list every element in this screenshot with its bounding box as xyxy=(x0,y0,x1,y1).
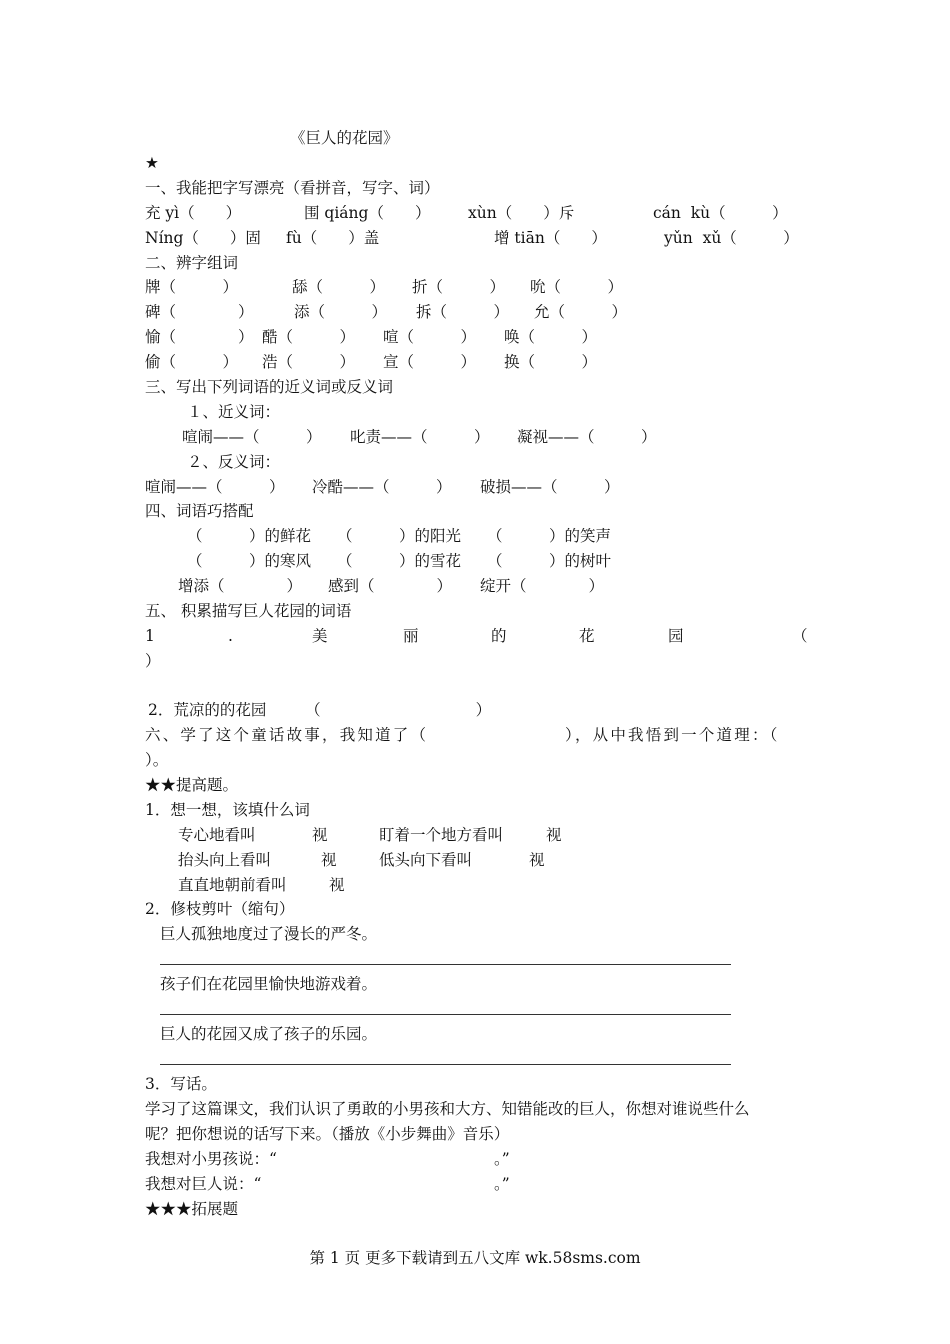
write-to-giant-label: 我想对巨人说：“ xyxy=(145,1175,262,1193)
antonym-item: 冷酷——（ ） xyxy=(312,478,452,496)
justified-token: 园 xyxy=(668,627,684,645)
word-pair-item: 碑（ ） xyxy=(145,303,254,321)
section-6-line-1a: 六、学了这个童话故事，我知道了（ xyxy=(145,726,429,744)
view-item-suffix: 视 xyxy=(312,826,328,844)
section-5-line-1-end: ） xyxy=(145,652,161,670)
word-pair-item: 牌（ ） xyxy=(145,278,239,296)
match-item: 增添（ ） xyxy=(178,577,303,595)
section-6-line-2: ）。 xyxy=(145,751,169,769)
justified-token: （ xyxy=(792,627,808,645)
answer-line[interactable] xyxy=(160,964,731,965)
write-to-boy-label: 我想对小男孩说：“ xyxy=(145,1150,277,1168)
word-pair-item: 宣（ ） xyxy=(383,353,477,371)
view-item-label: 直直地朝前看叫 xyxy=(178,876,287,894)
view-item-label: 盯着一个地方看叫 xyxy=(379,826,504,844)
answer-line[interactable] xyxy=(160,1064,731,1065)
synonym-item: 叱责——（ ） xyxy=(350,428,490,446)
antonym-subheading: ２、反义词： xyxy=(187,453,281,471)
question-3-prompt-line-1: 学习了这篇课文，我们认识了勇敢的小男孩和大方、知错能改的巨人，你想对谁说些什么 xyxy=(145,1100,750,1118)
justified-token: 美 xyxy=(312,627,328,645)
section-5-line-2: 2．荒凉的的花园 （ ） xyxy=(148,701,492,719)
word-pair-item: 浩（ ） xyxy=(262,353,356,371)
answer-line[interactable] xyxy=(160,1014,731,1015)
match-item: （ ）的阳光 xyxy=(337,527,462,545)
improve-heading: ★★提高题。 xyxy=(145,776,239,794)
question-3: 3．写话。 xyxy=(145,1075,217,1093)
word-pair-item: 唤（ ） xyxy=(504,328,598,346)
section-3-heading: 三、写出下列词语的近义词或反义词 xyxy=(145,378,394,396)
shorten-sentence: 巨人孤独地度过了漫长的严冬。 xyxy=(160,925,378,943)
pinyin-item: fù（ ）盖 xyxy=(286,229,380,247)
view-item-suffix: 视 xyxy=(329,876,345,894)
word-pair-item: 吮（ ） xyxy=(530,278,624,296)
justified-token: 丽 xyxy=(403,627,419,645)
word-pair-item: 拆（ ） xyxy=(416,303,510,321)
section-1-heading: 一、我能把字写漂亮（看拼音，写字、词） xyxy=(145,179,440,197)
question-3-prompt-line-2: 呢？把你想说的话写下来。（播放《小步舞曲》音乐） xyxy=(145,1125,510,1143)
word-pair-item: 添（ ） xyxy=(294,303,388,321)
justified-token: 1 xyxy=(145,627,155,645)
word-pair-item: 愉（ ） xyxy=(145,328,254,346)
justified-token: . xyxy=(228,627,233,645)
view-item-suffix: 视 xyxy=(546,826,562,844)
synonym-item: 喧闹——（ ） xyxy=(182,428,322,446)
justified-token: 花 xyxy=(579,627,595,645)
word-pair-item: 折（ ） xyxy=(412,278,506,296)
question-2: 2．修枝剪叶（缩句） xyxy=(145,900,295,918)
pinyin-item: yǔn xǔ（ ） xyxy=(664,229,799,247)
pinyin-item: 增 tiān（ ） xyxy=(494,229,607,247)
word-pair-item: 舔（ ） xyxy=(292,278,386,296)
write-to-giant-end: 。” xyxy=(494,1175,510,1193)
match-item: 绽开（ ） xyxy=(480,577,605,595)
extend-heading: ★★★拓展题 xyxy=(145,1200,239,1218)
shorten-sentence: 孩子们在花园里愉快地游戏着。 xyxy=(160,975,378,993)
page-footer: 第 1 页 更多下载请到五八文库 wk.58sms.com xyxy=(309,1249,641,1267)
word-pair-item: 酷（ ） xyxy=(262,328,356,346)
write-to-boy-end: 。” xyxy=(494,1150,510,1168)
view-item-label: 低头向下看叫 xyxy=(379,851,473,869)
section-2-heading: 二、辨字组词 xyxy=(145,254,239,272)
match-item: （ ）的笑声 xyxy=(487,527,612,545)
section-6-line-1b: ），从中我悟到一个道理：（ xyxy=(565,726,780,744)
question-1: 1．想一想，该填什么词 xyxy=(145,801,310,819)
match-item: （ ）的树叶 xyxy=(487,552,612,570)
section-5-heading: 五、 积累描写巨人花园的词语 xyxy=(145,602,352,620)
word-pair-item: 允（ ） xyxy=(534,303,628,321)
justified-token: 的 xyxy=(491,627,507,645)
match-item: 感到（ ） xyxy=(328,577,453,595)
synonym-item: 凝视——（ ） xyxy=(517,428,657,446)
synonym-subheading: １、近义词： xyxy=(187,403,281,421)
match-item: （ ）的鲜花 xyxy=(187,527,312,545)
view-item-label: 抬头向上看叫 xyxy=(178,851,272,869)
shorten-sentence: 巨人的花园又成了孩子的乐园。 xyxy=(160,1025,378,1043)
match-item: （ ）的雪花 xyxy=(337,552,462,570)
star-level-1: ★ xyxy=(145,154,159,172)
pinyin-item: cán kù（ ） xyxy=(653,204,788,222)
pinyin-item: 围 qiáng（ ） xyxy=(304,204,431,222)
pinyin-item: Níng（ ）固 xyxy=(145,229,261,247)
antonym-item: 喧闹——（ ） xyxy=(145,478,285,496)
word-pair-item: 喧（ ） xyxy=(383,328,477,346)
section-4-heading: 四、词语巧搭配 xyxy=(145,502,254,520)
pinyin-item: xùn（ ）斥 xyxy=(468,204,575,222)
view-item-suffix: 视 xyxy=(321,851,337,869)
doc-title: 《巨人的花园》 xyxy=(290,129,399,147)
view-item-suffix: 视 xyxy=(529,851,545,869)
view-item-label: 专心地看叫 xyxy=(178,826,256,844)
antonym-item: 破损——（ ） xyxy=(480,478,620,496)
word-pair-item: 偷（ ） xyxy=(145,353,239,371)
match-item: （ ）的寒风 xyxy=(187,552,312,570)
word-pair-item: 换（ ） xyxy=(504,353,598,371)
pinyin-item: 充 yì（ ） xyxy=(145,204,242,222)
